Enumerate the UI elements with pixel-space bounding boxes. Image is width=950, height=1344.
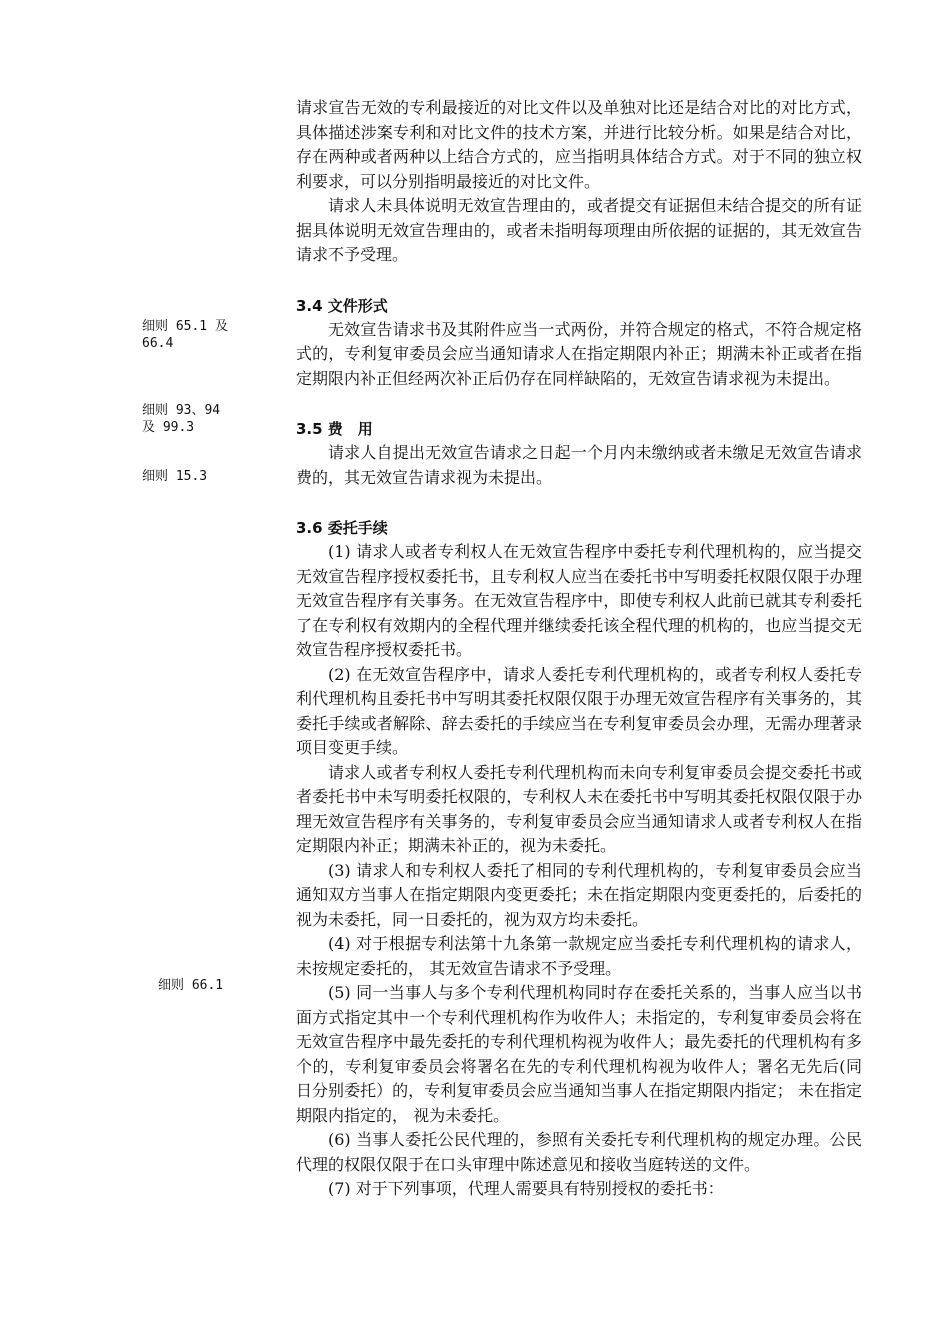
section-heading-3-6: 3.6 委托手续: [296, 519, 388, 537]
margin-note: 细则 66.1: [158, 978, 224, 993]
section-heading-3-5: 3.5 费 用: [296, 420, 373, 438]
list-item: (2) 在无效宣告程序中，请求人委托专利代理机构的，或者专利权人委托专利代理机构且委托书中写明其委托权限仅限于办理无效宣告程序有关事务的，其委托手续或者解除、辞去委托的手续应当在专利复审委员会办理，无需办理著录项目变更手续。: [296, 664, 862, 757]
list-item: (3) 请求人和专利权人委托了相同的专利代理机构的，专利复审委员会应当通知双方当事人在指定期限内变更委托；未在指定期限内变更委托的，后委托的视为未委托，同一日委托的，视为双方均未委托。: [296, 860, 862, 929]
spacer: [296, 490, 862, 516]
spacer: [296, 391, 862, 417]
margin-note: 细则 93、94 及 99.3: [142, 403, 221, 435]
list-item: (7) 对于下列事项，代理人需要具有特别授权的委托书：: [328, 1179, 724, 1198]
margin-note: 细则 15.3: [142, 469, 208, 484]
list-item: (1) 请求人或者专利权人在无效宣告程序中委托专利代理机构的，应当提交无效宣告程序授权委托书，且专利权人应当在委托书中写明委托权限仅限于办理无效宣告程序有关事务。在无效宣告程序中，即使专利权人此前已就其专利委托了在专利权有效期内的全程代理并继续委托该全程代理的机构的，也应当提交无效宣告程序授权委托书。: [296, 542, 862, 659]
list-item: (4) 对于根据专利法第十九条第一款规定应当委托专利代理机构的请求人， 未按规定委托的， 其无效宣告请求不予受理。: [296, 934, 862, 978]
paragraph: 请求人或者专利权人委托专利代理机构而未向专利复审委员会提交委托书或者委托书中未写明委托权限的，专利权人未在委托书中写明其委托权限仅限于办理无效宣告程序有关事务的，专利复审委员会应当通知请求人或者专利权人在指定期限内补正；期满未补正的，视为未委托。: [296, 762, 862, 855]
paragraph: 请求人自提出无效宣告请求之日起一个月内未缴纳或者未缴足无效宣告请求费的，其无效宣告请求视为未提出。: [296, 443, 862, 487]
paragraph: 请求宣告无效的专利最接近的对比文件以及单独对比还是结合对比的对比方式，具体描述涉案专利和对比文件的技术方案，并进行比较分析。如果是结合对比，存在两种或者两种以上结合方式的，应当指明具体结合方式。对于不同的独立权利要求，可以分别指明最接近的对比文件。: [296, 98, 862, 191]
list-item: (5) 同一当事人与多个专利代理机构同时存在委托关系的，当事人应当以书面方式指定其中一个专利代理机构作为收件人；未指定的，专利复审委员会将在无效宣告程序中最先委托的专利代理机构视为收件人；最先委托的代理机构有多个的，专利复审委员会将署名在先的专利代理机构视为收件人；署名无先后(同日分别委托）的，专利复审委员会应当通知当事人在指定期限内指定； 未在指定期限内指定的， 视为未委托。: [296, 983, 862, 1125]
document-body: [296, 96, 862, 1202]
spacer: [296, 268, 862, 294]
paragraph: 请求人未具体说明无效宣告理由的，或者提交有证据但未结合提交的所有证据具体说明无效宣告理由的，或者未指明每项理由所依据的证据的，其无效宣告请求不予受理。: [296, 196, 862, 264]
margin-note: 细则 65.1 及 66.4: [142, 319, 228, 351]
paragraph: 无效宣告请求书及其附件应当一式两份，并符合规定的格式，不符合规定格式的，专利复审委员会应当通知请求人在指定期限内补正；期满未补正或者在指定期限内补正但经两次补正后仍存在同样缺陷的，无效宣告请求视为未提出。: [296, 319, 862, 388]
section-heading-3-4: 3.4 文件形式: [296, 296, 388, 315]
list-item: (6) 当事人委托公民代理的，参照有关委托专利代理机构的规定办理。公民代理的权限仅限于在口头审理中陈述意见和接收当庭转送的文件。: [296, 1130, 862, 1174]
